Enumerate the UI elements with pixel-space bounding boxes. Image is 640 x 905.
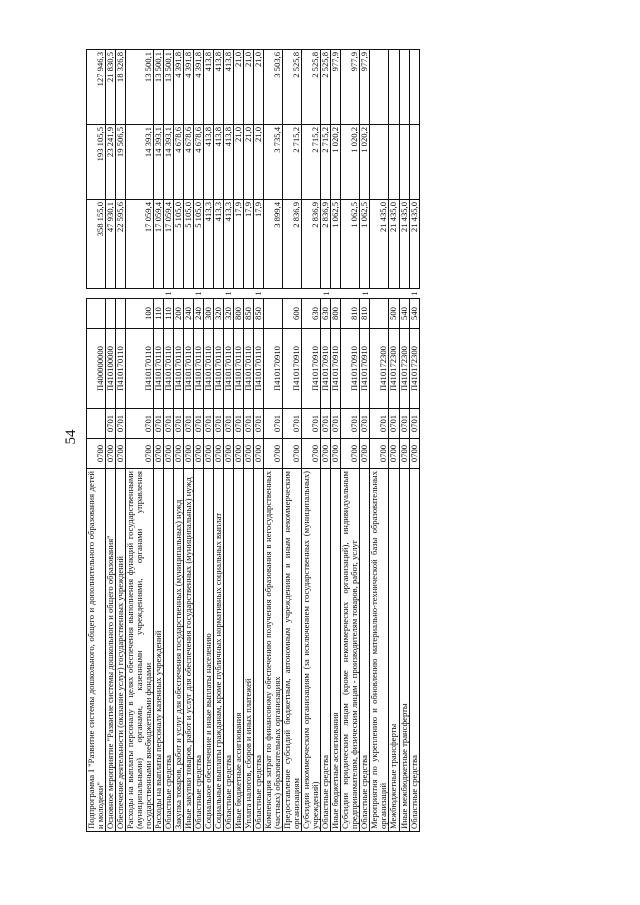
table-row [341,50,360,832]
target-article-code: П410172300 [409,329,419,409]
target-article-code: П410170110 [254,329,264,409]
row-name: Социальное обеспечение и иные выплаты населению [204,469,214,832]
amount-year-3: 4 391,8 [174,50,184,125]
amount-year-3: 13 500,1 [164,50,174,125]
amount-year-1: 358 155,0 [87,200,106,289]
amount-year-1: 22 595,6 [116,200,126,289]
expense-type-code: 600 [283,299,302,329]
amount-year-2: 4 678,6 [194,125,204,200]
amount-year-3: 2 525,8 [321,50,331,125]
target-article-code: П400000000 [87,329,106,409]
expense-type-code [370,299,389,329]
amount-year-1: 17,9 [254,200,264,289]
row-marker [174,289,184,299]
amount-year-3: 977,9 [360,50,370,125]
table-row [389,50,399,832]
amount-year-2: 21,0 [254,125,264,200]
amount-year-1: 17,9 [244,200,254,289]
section-code: 0700 [370,439,389,469]
subsection-code: 0701 [244,409,254,439]
row-marker [204,289,214,299]
row-name: Расходы на выплаты персоналу в целях обеспечения выполнения функций государственными (муниципальными) органами, казенными учреждениями, органами управления государственными внебюджетными фондами [126,469,154,832]
amount-year-1: 413,3 [224,200,234,289]
expense-type-code [106,299,116,329]
table-row [194,50,204,832]
section-code: 0700 [126,439,154,469]
amount-year-1: 21 435,0 [389,200,399,289]
subsection-code: 0701 [399,409,409,439]
expense-type-code: 540 [409,299,419,329]
target-article-code: П410170110 [174,329,184,409]
amount-year-1: 413,3 [214,200,224,289]
target-article-code: П410170910 [302,329,321,409]
table-row [174,50,184,832]
amount-year-3: 21 830,5 [106,50,116,125]
subsection-code: 0701 [116,409,126,439]
amount-year-2: 4 678,6 [184,125,194,200]
row-marker: 1 [254,291,264,296]
row-marker [389,289,399,299]
table-row [370,50,389,832]
amount-year-1: 21 435,0 [409,200,419,289]
section-code: 0700 [116,439,126,469]
row-marker [214,289,224,299]
table-row [264,50,283,832]
row-name: Расходы на выплаты персоналу казенных учреждений [154,469,164,832]
target-article-code: П410170110 [224,329,234,409]
amount-year-2: 2 715,2 [283,125,302,200]
amount-year-2 [389,125,399,200]
subsection-code: 0701 [283,409,302,439]
amount-year-2: 21,0 [244,125,254,200]
subsection-code: 0701 [224,409,234,439]
row-name: Областные средства [224,469,234,832]
table-row [214,50,224,832]
row-name: Областные средства [409,469,419,832]
table-row [126,50,154,832]
section-code: 0700 [87,439,106,469]
row-name: Мероприятия по укреплению и обновлению материально-технической базы образовательных организаций [370,469,389,832]
expense-type-code: 240 [194,299,204,329]
section-code: 0700 [244,439,254,469]
amount-year-3: 4 391,8 [184,50,194,125]
subsection-code: 0701 [126,409,154,439]
amount-year-2: 413,8 [214,125,224,200]
expense-type-code: 300 [204,299,214,329]
target-article-code: П410100000 [106,329,116,409]
target-article-code: П410170910 [331,329,341,409]
expense-type-code: 800 [331,299,341,329]
section-code: 0700 [154,439,164,469]
amount-year-2 [399,125,409,200]
row-marker [331,289,341,299]
section-code: 0700 [214,439,224,469]
subsection-code: 0701 [234,409,244,439]
amount-year-3: 3 503,6 [264,50,283,125]
table-row [154,50,164,832]
expense-type-code: 500 [389,299,399,329]
row-marker [283,289,302,299]
amount-year-2: 1 020,2 [341,125,360,200]
row-marker [399,289,409,299]
target-article-code: П410170110 [126,329,154,409]
target-article-code: П410172300 [370,329,389,409]
amount-year-1: 2 836,9 [302,200,321,289]
row-name: Основное мероприятие "Развитие системы дошкольного и общего образования" [106,469,116,832]
table-row [283,50,302,832]
expense-type-code: 850 [244,299,254,329]
amount-year-3: 977,9 [331,50,341,125]
subsection-code: 0701 [254,409,264,439]
subsection-code: 0701 [194,409,204,439]
amount-year-3: 413,8 [204,50,214,125]
expense-type-code: 110 [164,299,174,329]
amount-year-3: 413,8 [224,50,234,125]
expense-type-code [87,299,106,329]
target-article-code: П410170110 [194,329,204,409]
table-row [234,50,244,832]
table-row [321,50,331,832]
section-code: 0700 [264,439,283,469]
row-marker [264,289,283,299]
amount-year-2: 21,0 [234,125,244,200]
expense-type-code: 810 [341,299,360,329]
subsection-code: 0701 [321,409,331,439]
amount-year-1: 17 059,4 [154,200,164,289]
amount-year-3: 13 500,1 [126,50,154,125]
subsection-code: 0701 [184,409,194,439]
row-marker: 1 [224,291,234,296]
target-article-code: П410172300 [399,329,409,409]
amount-year-2: 1 020,2 [331,125,341,200]
amount-year-2: 14 393,1 [126,125,154,200]
amount-year-3: 21,0 [234,50,244,125]
target-article-code: П410170110 [204,329,214,409]
row-marker [116,289,126,299]
amount-year-2: 413,8 [224,125,234,200]
amount-year-3: 4 391,8 [194,50,204,125]
expense-type-code: 110 [154,299,164,329]
target-article-code: П410170910 [264,329,283,409]
expense-type-code [116,299,126,329]
section-code: 0700 [283,439,302,469]
subsection-code: 0701 [154,409,164,439]
section-code: 0700 [224,439,234,469]
target-article-code: П410170910 [360,329,370,409]
row-name: Иные бюджетные ассигнования [331,469,341,832]
row-name: Субсидии некоммерческим организациям (за исключением государственных (муниципальных) учреждений) [302,469,321,832]
row-marker [234,289,244,299]
row-name: Субсидии юридическим лицам (кроме некоммерческих организаций), индивидуальным предпринимателям, физическим лицам - производителям товаров, работ, услуг [341,469,360,832]
target-article-code: П410170110 [184,329,194,409]
section-code: 0700 [164,439,174,469]
amount-year-3: 18 326,8 [116,50,126,125]
row-marker: 1 [321,291,331,296]
amount-year-2: 14 393,1 [164,125,174,200]
row-marker [341,289,360,299]
amount-year-2: 2 715,2 [302,125,321,200]
expense-type-code: 320 [214,299,224,329]
budget-table [86,49,420,832]
table-row [360,50,370,832]
section-code: 0700 [174,439,184,469]
amount-year-3: 413,8 [214,50,224,125]
target-article-code: П410170110 [164,329,174,409]
amount-year-2: 1 020,2 [360,125,370,200]
amount-year-3 [389,50,399,125]
subsection-code: 0701 [360,409,370,439]
amount-year-1: 47 930,1 [106,200,116,289]
row-name: Областные средства [360,469,370,832]
section-code: 0700 [184,439,194,469]
amount-year-2: 14 393,1 [154,125,164,200]
row-name: Областные средства [321,469,331,832]
row-marker [106,289,116,299]
section-code: 0700 [321,439,331,469]
row-name: Предоставление субсидий бюджетным, автономным учреждениям и иным некоммерческим организациям [283,469,302,832]
amount-year-2: 3 735,4 [264,125,283,200]
page-number: 54 [63,429,79,445]
amount-year-3: 21,0 [254,50,264,125]
row-name: Областные средства [164,469,174,832]
expense-type-code: 630 [302,299,321,329]
amount-year-2: 4 678,6 [174,125,184,200]
amount-year-1: 5 105,0 [184,200,194,289]
amount-year-1: 2 836,9 [321,200,331,289]
target-article-code: П410170110 [154,329,164,409]
subsection-code: 0701 [331,409,341,439]
subsection-code: 0701 [106,409,116,439]
amount-year-1: 5 105,0 [174,200,184,289]
amount-year-2 [370,125,389,200]
subsection-code: 0701 [341,409,360,439]
amount-year-1: 17 059,4 [126,200,154,289]
section-code: 0700 [389,439,399,469]
row-marker [302,289,321,299]
expense-type-code [264,299,283,329]
section-code: 0700 [204,439,214,469]
subsection-code: 0701 [370,409,389,439]
amount-year-2: 2 715,2 [321,125,331,200]
row-marker: 1 [409,291,419,296]
row-name: Компенсация затрат по финансовому обеспечению получения образования в негосударственных (частных) образовательных организациях [264,469,283,832]
subsection-code: 0701 [214,409,224,439]
target-article-code: П410170110 [234,329,244,409]
amount-year-3: 2 525,8 [283,50,302,125]
target-article-code: П410172300 [389,329,399,409]
table-row [106,50,116,832]
expense-type-code: 810 [360,299,370,329]
row-name: Областные средства [194,469,204,832]
table-row [302,50,321,832]
target-article-code: П410170910 [283,329,302,409]
row-marker: 1 [164,291,174,296]
amount-year-3 [370,50,389,125]
expense-type-code: 320 [224,299,234,329]
subsection-code: 0701 [302,409,321,439]
target-article-code: П410170910 [321,329,331,409]
expense-type-code: 240 [184,299,194,329]
amount-year-1: 17,9 [234,200,244,289]
row-name: Социальные выплаты гражданам, кроме публичных нормативных социальных выплат [214,469,224,832]
table-row [164,50,174,832]
table-row [224,50,234,832]
target-article-code: П410170110 [116,329,126,409]
amount-year-1: 2 836,9 [283,200,302,289]
amount-year-1: 21 435,0 [370,200,389,289]
amount-year-3: 21,0 [244,50,254,125]
expense-type-code: 850 [254,299,264,329]
amount-year-1: 1 062,5 [341,200,360,289]
row-name: Иные бюджетные ассигнования [234,469,244,832]
amount-year-2: 413,8 [204,125,214,200]
table-row [409,50,419,832]
section-code: 0700 [194,439,204,469]
target-article-code: П410170110 [244,329,254,409]
amount-year-3: 2 525,8 [302,50,321,125]
amount-year-3: 13 500,1 [154,50,164,125]
row-marker [87,289,106,299]
expense-type-code: 100 [126,299,154,329]
section-code: 0700 [254,439,264,469]
amount-year-1: 1 062,5 [331,200,341,289]
table-row [204,50,214,832]
budget-table-body [87,50,420,832]
amount-year-1: 1 062,5 [360,200,370,289]
expense-type-code: 800 [234,299,244,329]
amount-year-3: 977,9 [341,50,360,125]
row-marker: 1 [194,291,204,296]
subsection-code: 0701 [389,409,399,439]
table-row [244,50,254,832]
section-code: 0700 [409,439,419,469]
subsection-code [87,409,106,439]
target-article-code: П410170910 [341,329,360,409]
amount-year-3: 127 946,3 [87,50,106,125]
table-row [87,50,106,832]
section-code: 0700 [399,439,409,469]
table-row [184,50,194,832]
amount-year-2: 19 506,5 [116,125,126,200]
expense-type-code: 200 [174,299,184,329]
row-name: Иные межбюджетные трансферты [399,469,409,832]
row-name: Закупка товаров, работ и услуг для обеспечения государственных (муниципальных) нужд [174,469,184,832]
amount-year-3 [409,50,419,125]
row-marker [370,289,389,299]
row-marker: 1 [360,291,370,296]
row-marker [244,289,254,299]
table-row [116,50,126,832]
subsection-code: 0701 [174,409,184,439]
table-row [399,50,409,832]
target-article-code: П410170110 [214,329,224,409]
row-name: Подпрограмма I "Развитие системы дошкольного, общего и дополнительного образования детей и молодежи" [87,469,106,832]
section-code: 0700 [106,439,116,469]
section-code: 0700 [331,439,341,469]
section-code: 0700 [360,439,370,469]
section-code: 0700 [234,439,244,469]
row-name: Областные средства [254,469,264,832]
subsection-code: 0701 [264,409,283,439]
subsection-code: 0701 [204,409,214,439]
amount-year-1: 5 105,0 [194,200,204,289]
amount-year-1: 413,3 [204,200,214,289]
table-row [254,50,264,832]
row-marker [126,289,154,299]
subsection-code: 0701 [164,409,174,439]
expense-type-code: 630 [321,299,331,329]
expense-type-code: 540 [399,299,409,329]
amount-year-1: 3 899,4 [264,200,283,289]
row-marker [154,289,164,299]
row-marker [184,289,194,299]
amount-year-1: 21 435,0 [399,200,409,289]
amount-year-2: 23 241,9 [106,125,116,200]
amount-year-3 [399,50,409,125]
subsection-code: 0701 [409,409,419,439]
table-row [331,50,341,832]
section-code: 0700 [341,439,360,469]
amount-year-1: 17 059,4 [164,200,174,289]
row-name: Иные закупки товаров, работ и услуг для обеспечения государственных (муниципальных) нужд [184,469,194,832]
amount-year-2: 193 105,5 [87,125,106,200]
row-name: Уплата налогов, сборов и иных платежей [244,469,254,832]
row-name: Обеспечение деятельности (оказание услуг) государственных учреждений [116,469,126,832]
amount-year-2 [409,125,419,200]
rotated-content [60,42,624,832]
row-name: Межбюджетные трансферты [389,469,399,832]
section-code: 0700 [302,439,321,469]
